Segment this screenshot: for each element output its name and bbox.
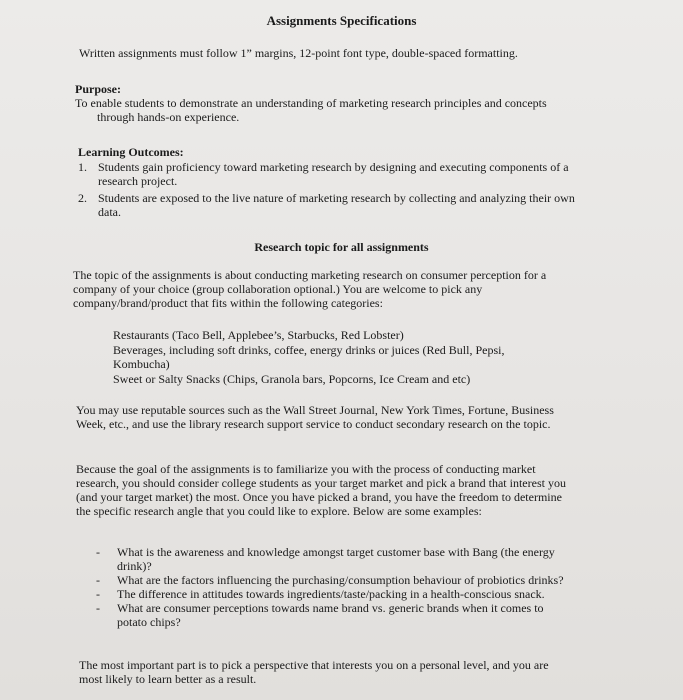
research-topic-heading: Research topic for all assignments [254,240,429,254]
purpose-section [75,82,595,124]
list-item [96,545,566,573]
list-item [96,587,566,601]
learning-outcomes-heading: Learning Outcomes: [78,145,184,159]
list-number: 2. [78,191,87,205]
example-text: What are consumer perceptions towards name brand vs. generic brands when it comes to potato chips? [117,601,544,629]
category-item: Beverages, including soft drinks, coffee, energy drinks or juices (Red Bull, Pepsi, Kombucha) [113,343,505,371]
examples-list [96,545,566,629]
dash-bullet: - [96,573,100,587]
category-item: Sweet or Salty Snacks (Chips, Granola bars, Popcorns, Ice Cream and etc) [113,372,471,386]
list-item-text: Students are exposed to the live nature of marketing research by collecting and analyzing their own data. [98,191,575,219]
dash-bullet: - [96,601,100,615]
category-item: Restaurants (Taco Bell, Applebee’s, Starbucks, Red Lobster) [113,328,404,342]
list-item-text: Students gain proficiency toward marketing research by designing and executing components of a research project. [98,160,569,188]
example-text: What is the awareness and knowledge amongst target customer base with Bang (the energy drink)? [117,545,555,573]
formatting-requirement: Written assignments must follow 1” margins, 12-point font type, double-spaced formatting. [79,46,518,60]
example-text: What are the factors influencing the purchasing/consumption behaviour of probiotics drinks? [117,573,564,587]
example-text: The difference in attitudes towards ingredients/taste/packing in a health-conscious snack. [117,587,545,601]
research-topic-paragraph: The topic of the assignments is about conducting marketing research on consumer perception for a company of your choice (group collaboration optional.) You are welcome to pick any company/brand/product that fits within the following categories: [73,268,547,310]
closing-paragraph: The most important part is to pick a perspective that interests you on a personal level, and you are most likely to learn better as a result. [79,658,549,686]
page-title: Assignments Specifications [266,13,417,28]
learning-outcomes-list [78,160,578,219]
list-item [78,160,578,188]
category-list [113,328,563,386]
dash-bullet: - [96,587,100,601]
list-number: 1. [78,160,87,174]
sources-paragraph: You may use reputable sources such as the Wall Street Journal, New York Times, Fortune, Business Week, etc., and use the library research support service to conduct secondary research on the topic. [76,403,554,431]
list-item [78,191,578,219]
dash-bullet: - [96,545,100,559]
goal-paragraph: Because the goal of the assignments is to familiarize you with the process of conducting market research, you should consider college students as your target market and pick a brand that interest you (and your target market) the most. Once you have picked a brand, you have the freedom to determine the specific research angle that you could like to explore. Below are some examples: [76,462,566,518]
learning-outcomes-section [78,145,578,219]
purpose-heading: Purpose: [75,82,121,96]
purpose-text: To enable students to demonstrate an understanding of marketing research principles and concepts through hands-on experience. [75,96,547,124]
list-item [96,573,566,587]
list-item [96,601,566,629]
